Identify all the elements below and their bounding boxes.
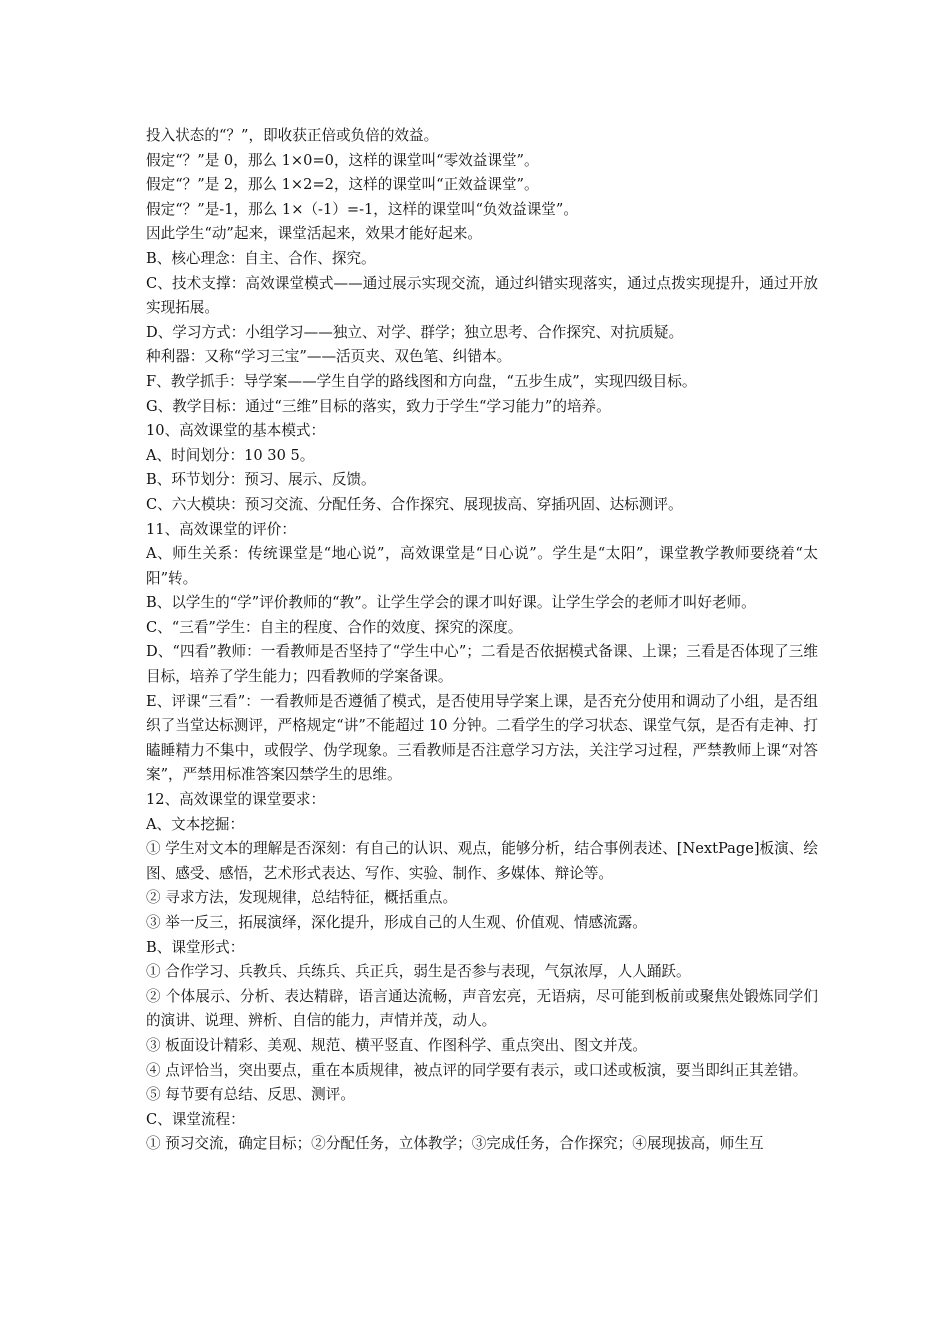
- text-line: C、六大模块：预习交流、分配任务、合作探究、展现拔高、穿插巩固、达标测评。: [146, 495, 683, 513]
- text-line: B、课堂形式：: [146, 938, 245, 956]
- text-line: ④ 点评恰当，突出要点，重在本质规律，被点评的同学要有表示，或口述或板演，要当即纠正其差错。: [146, 1061, 808, 1079]
- text-line: ③ 举一反三，拓展演绎，深化提升，形成自己的人生观、价值观、情感流露。: [146, 914, 647, 931]
- text-line: ⑤ 每节要有总结、反思、测评。: [146, 1086, 355, 1104]
- text-line: D、学习方式：小组学习——独立、对学、群学；独立思考、合作探究、对抗质疑。: [146, 323, 684, 341]
- text-line: A、师生关系：传统课堂是“地心说”，高效课堂是“日心说”。学生是“太阳”，课堂教学教师要绕着“太阳”转。: [146, 545, 818, 587]
- text-line: D、“四看”教师：一看教师是否坚持了“学生中心”；二看是否依据模式备课、上课；三看是否体现了三维目标，培养了学生能力；四看教师的学案备课。: [146, 643, 818, 686]
- text-line: A、文本挖掘：: [146, 815, 245, 833]
- section-heading: 11、高效课堂的评价：: [146, 520, 296, 538]
- text-line: ③ 板面设计精彩、美观、规范、横平竖直、作图科学、重点突出、图文并茂。: [146, 1036, 647, 1054]
- section-heading: 12、高效课堂的课堂要求：: [146, 791, 326, 809]
- text-line: ① 预习交流，确定目标；②分配任务，立体教学；③完成任务，合作探究；④展现拔高，师生互: [146, 1135, 764, 1153]
- text-line: ① 合作学习、兵教兵、兵练兵、兵正兵，弱生是否参与表现，气氛浓厚，人人踊跃。: [146, 963, 691, 981]
- text-line: C、“三看”学生：自主的程度、合作的效度、探究的深度。: [146, 618, 523, 636]
- text-line: B、环节划分：预习、展示、反馈。: [146, 471, 376, 489]
- text-line: E、评课“三看”：一看教师是否遵循了模式，是否使用导学案上课，是否充分使用和调动了小组，是否组织了当堂达标测评，严格规定“讲”不能超过 10 分钟。二看学生的学习状态、课堂气氛，是否有走神、打瞌睡精力不集中，或假学、伪学现象。三看教师是否注意学习方法，关注学习过程，严禁教师上课“对答案”，严禁用标准答案囚禁学生的思维。: [146, 692, 818, 784]
- text-line: A、时间划分：10 30 5。: [146, 446, 315, 464]
- text-line: ② 个体展示、分析、表达精辟，语言通达流畅，声音宏亮，无语病，尽可能到板前或聚焦处锻炼同学们的演讲、说理、辨析、自信的能力，声情并茂，动人。: [146, 987, 818, 1030]
- text-line: 假定“？”是 2，那么 1×2=2，这样的课堂叫“正效益课堂”。: [146, 176, 539, 194]
- text-line: 假定“？”是-1，那么 1×（-1）=-1，这样的课堂叫“负效益课堂”。: [146, 200, 578, 218]
- text-line: 投入状态的“？”，即收获正倍或负倍的效益。: [146, 127, 439, 144]
- text-line: G、教学目标：通过“三维”目标的落实，致力于学生“学习能力”的培养。: [146, 397, 611, 415]
- text-line: 种利器：又称“学习三宝”——活页夹、双色笔、纠错本。: [146, 348, 512, 366]
- document-body: [146, 124, 818, 1157]
- text-line: F、教学抓手：导学案——学生自学的路线图和方向盘，“五步生成”，实现四级目标。: [146, 372, 697, 390]
- text-line: C、课堂流程：: [146, 1110, 245, 1128]
- text-line: ① 学生对文本的理解是否深刻：有自己的认识、观点，能够分析，结合事例表述、[NextPage]板演、绘图、感受、感悟，艺术形式表达、写作、实验、制作、多媒体、辩论等。: [146, 840, 818, 882]
- text-line: 假定“？”是 0，那么 1×0=0，这样的课堂叫“零效益课堂”。: [146, 151, 539, 169]
- text-line: 因此学生“动”起来，课堂活起来，效果才能好起来。: [146, 225, 482, 243]
- text-line: B、核心理念：自主、合作、探究。: [146, 249, 376, 267]
- text-line: B、以学生的“学”评价教师的“教”。让学生学会的课才叫好课。让学生学会的老师才叫好老师。: [146, 594, 756, 612]
- text-line: C、技术支撑：高效课堂模式——通过展示实现交流，通过纠错实现落实，通过点拨实现提升，通过开放实现拓展。: [146, 274, 818, 317]
- section-heading: 10、高效课堂的基本模式：: [146, 422, 326, 440]
- text-line: ② 寻求方法，发现规律，总结特征，概括重点。: [146, 889, 458, 907]
